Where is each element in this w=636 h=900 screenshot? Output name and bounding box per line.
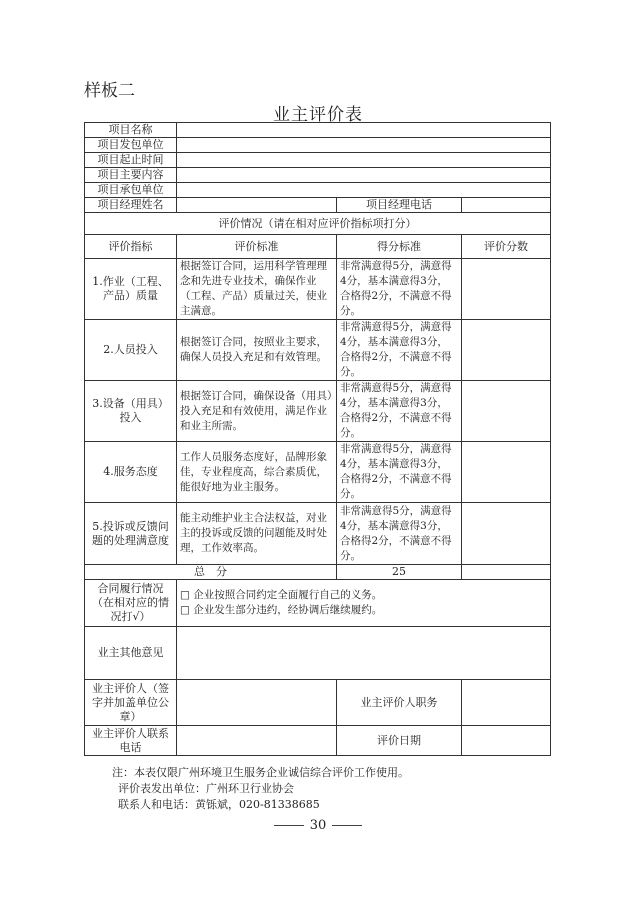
col-indicator: 评价指标	[85, 235, 177, 259]
criteria-standard: 能主动维护业主合法权益，对业主的投诉或反馈的问题能及时处理，工作效率高。	[177, 503, 337, 565]
evaluator-label: 业主评价人（签字并加盖单位公章）	[85, 680, 177, 726]
total-score	[462, 565, 551, 580]
info-value	[177, 138, 551, 153]
manager-row	[85, 198, 551, 213]
other-opinion-value	[177, 627, 551, 680]
total-row	[85, 565, 551, 580]
info-value	[177, 123, 551, 138]
criteria-row	[85, 442, 551, 503]
footer-notes	[112, 765, 409, 813]
evaluation-date-label: 评价日期	[337, 726, 462, 756]
criteria-indicator: 2.人员投入	[85, 320, 177, 381]
criteria-standard: 工作人员服务态度好，品牌形象佳，专业程度高，综合素质优，能很好地为业主服务。	[177, 442, 337, 503]
note-line: 联系人和电话：黄铄斌，020-81338685	[118, 798, 320, 811]
evaluator-phone-label: 业主评价人联系电话	[85, 726, 177, 756]
criteria-standard: 根据签订合同，按照业主要求，确保人员投入充足和有效管理。	[177, 320, 337, 381]
contract-option-partial[interactable]: □ 企业发生部分违约，经协调后继续履约。	[180, 604, 383, 616]
evaluation-table	[84, 122, 551, 756]
criteria-indicator: 4.服务态度	[85, 442, 177, 503]
info-value	[177, 153, 551, 168]
info-value	[177, 183, 551, 198]
contract-option-full[interactable]: □ 企业按照合同约定全面履行自己的义务。	[180, 589, 383, 601]
col-scoring: 得分标准	[337, 235, 462, 259]
criteria-score	[462, 259, 551, 320]
criteria-row	[85, 503, 551, 565]
info-value	[177, 168, 551, 183]
info-row-contracting-unit	[85, 138, 551, 153]
evaluator-position-value	[462, 680, 551, 726]
info-row-period	[85, 153, 551, 168]
contract-label: 合同履行情况（在相对应的情况打√）	[85, 580, 177, 627]
evaluator-row	[85, 680, 551, 726]
criteria-score	[462, 320, 551, 381]
criteria-row	[85, 320, 551, 381]
criteria-score	[462, 381, 551, 442]
note-line: 评价表发出单位：广州环卫行业协会	[118, 782, 294, 795]
info-label: 项目名称	[85, 123, 177, 138]
criteria-indicator: 1.作业（工程、产品）质量	[85, 259, 177, 320]
info-row-project-name	[85, 123, 551, 138]
info-row-contractor	[85, 183, 551, 198]
page-dash-right	[332, 825, 362, 826]
manager-phone-value	[462, 198, 551, 213]
eval-header: 评价情况（请在相对应评价指标项打分）	[85, 213, 551, 235]
criteria-scoring: 非常满意得5分，满意得4分，基本满意得3分，合格得2分，不满意不得分。	[337, 259, 462, 320]
total-label: 总 分	[85, 565, 337, 580]
contract-row	[85, 580, 551, 627]
other-opinion-row	[85, 627, 551, 680]
criteria-standard: 根据签订合同，确保设备（用具）投入充足和有效使用，满足作业和业主所需。	[177, 381, 337, 442]
evaluator-value	[177, 680, 337, 726]
criteria-scoring: 非常满意得5分，满意得4分，基本满意得3分，合格得2分，不满意不得分。	[337, 442, 462, 503]
info-row-main-content	[85, 168, 551, 183]
criteria-row	[85, 381, 551, 442]
page-number-value: 30	[309, 818, 327, 833]
criteria-score	[462, 503, 551, 565]
info-label: 项目主要内容	[85, 168, 177, 183]
evaluator-contact-row	[85, 726, 551, 756]
total-value: 25	[337, 565, 462, 580]
info-label: 项目发包单位	[85, 138, 177, 153]
note-line: 注：本表仅限广州环境卫生服务企业诚信综合评价工作使用。	[112, 766, 409, 779]
eval-header-row	[85, 213, 551, 235]
column-header-row	[85, 235, 551, 259]
contract-options	[177, 580, 551, 627]
form-title: 业主评价表	[273, 105, 363, 125]
info-label: 项目起止时间	[85, 153, 177, 168]
other-opinion-label: 业主其他意见	[85, 627, 177, 680]
info-label: 项目承包单位	[85, 183, 177, 198]
criteria-scoring: 非常满意得5分，满意得4分，基本满意得3分，合格得2分，不满意不得分。	[337, 503, 462, 565]
criteria-score	[462, 442, 551, 503]
criteria-indicator: 3.设备（用具）投入	[85, 381, 177, 442]
criteria-standard: 根据签订合同，运用科学管理理念和先进专业技术，确保作业（工程、产品）质量过关，使业主满意。	[177, 259, 337, 320]
manager-name-label: 项目经理姓名	[85, 198, 177, 213]
col-score: 评价分数	[462, 235, 551, 259]
criteria-indicator: 5.投诉或反馈问题的处理满意度	[85, 503, 177, 565]
page-number	[0, 818, 636, 833]
criteria-row	[85, 259, 551, 320]
page-dash-left	[274, 825, 304, 826]
criteria-scoring: 非常满意得5分，满意得4分，基本满意得3分，合格得2分，不满意不得分。	[337, 320, 462, 381]
manager-phone-label: 项目经理电话	[337, 198, 462, 213]
manager-name-value	[177, 198, 337, 213]
sample-label: 样板二	[84, 81, 135, 101]
evaluation-date-value	[462, 726, 551, 756]
col-standard: 评价标准	[177, 235, 337, 259]
criteria-scoring: 非常满意得5分，满意得4分，基本满意得3分，合格得2分，不满意不得分。	[337, 381, 462, 442]
evaluator-phone-value	[177, 726, 337, 756]
evaluator-position-label: 业主评价人职务	[337, 680, 462, 726]
